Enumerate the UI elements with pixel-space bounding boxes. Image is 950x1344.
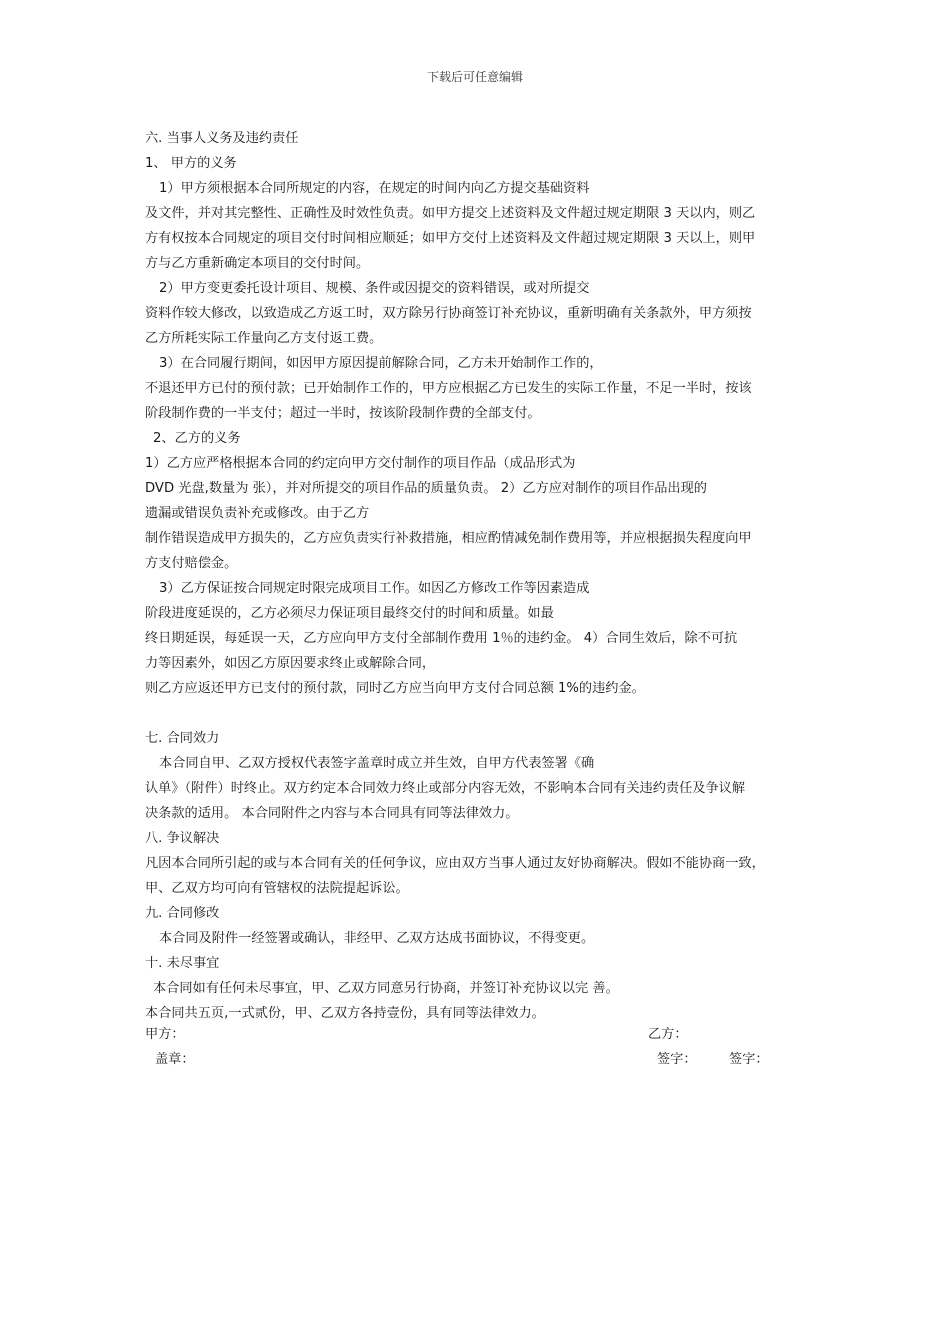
sign-label-1: 签字： (657, 1052, 697, 1067)
text-line: 六. 当事人义务及违约责任 (145, 131, 299, 146)
text-line: 则乙方应返还甲方已支付的预付款，同时乙方应当向甲方支付合同总额 1%的违约金。 (145, 681, 645, 696)
text-line: 遗漏或错误负责补充或修改。由于乙方 (145, 506, 370, 521)
party-a-label: 甲方： (145, 1027, 185, 1042)
signature-row-sign (145, 1047, 815, 1072)
text-line: 七. 合同效力 (145, 731, 220, 746)
text-line: 本合同如有任何未尽事宜，甲、乙双方同意另行协商，并签订补充协议以完 善。 (153, 981, 619, 996)
text-line: 2）甲方变更委托设计项目、规模、条件或因提交的资料错误，或对所提交 (159, 281, 590, 296)
text-line: 十. 未尽事宜 (145, 956, 220, 971)
contract-body (145, 126, 815, 1026)
text-line: 乙方所耗实际工作量向乙方支付返工费。 (145, 331, 383, 346)
text-line: 本合同共五页,一式贰份，甲、乙双方各持壹份，具有同等法律效力。 (145, 1006, 545, 1021)
text-line: 阶段制作费的一半支付；超过一半时，按该阶段制作费的全部支付。 (145, 406, 541, 421)
text-line: 3）乙方保证按合同规定时限完成项目工作。如因乙方修改工作等因素造成 (159, 581, 590, 596)
text-line: 2、乙方的义务 (153, 431, 241, 446)
text-line: 阶段进度延误的，乙方必须尽力保证项目最终交付的时间和质量。如最 (145, 606, 554, 621)
text-line: 方支付赔偿金。 (145, 556, 238, 571)
text-line: 不退还甲方已付的预付款；已开始制作工作的，甲方应根据乙方已发生的实际工作量，不足一半时，按该 (145, 381, 752, 396)
text-line: 1）乙方应严格根据本合同的约定向甲方交付制作的项目作品（成品形式为 (145, 456, 576, 471)
text-line: 1、 甲方的义务 (145, 156, 237, 171)
text-line: DVD 光盘,数量为 张），并对所提交的项目作品的质量负责。 2）乙方应对制作的项目作品出现的 (145, 481, 707, 496)
text-line: 3）在合同履行期间，如因甲方原因提前解除合同，乙方未开始制作工作的， (159, 356, 603, 371)
signature-block (145, 1022, 815, 1072)
text-line: 决条款的适用。 本合同附件之内容与本合同具有同等法律效力。 (145, 806, 519, 821)
party-b-label: 乙方： (648, 1027, 688, 1042)
sign-label-2: 签字： (729, 1052, 769, 1067)
text-line: 九. 合同修改 (145, 906, 220, 921)
text-line: 八. 争议解决 (145, 831, 220, 846)
blank-line (145, 701, 815, 726)
text-line: 及文件，并对其完整性、正确性及时效性负责。如甲方提交上述资料及文件超过规定期限 3 天以内，则乙 (145, 206, 756, 221)
seal-label: 盖章： (155, 1052, 195, 1067)
text-line: 本合同及附件一经签署或确认，非经甲、乙双方达成书面协议，不得变更。 (159, 931, 595, 946)
text-line: 本合同自甲、乙双方授权代表签字盖章时成立并生效，自甲方代表签署《确 (159, 756, 595, 771)
text-line: 力等因素外，如因乙方原因要求终止或解除合同， (145, 656, 436, 671)
page-header: 下载后可任意编辑 (426, 70, 523, 84)
text-line: 方与乙方重新确定本项目的交付时间。 (145, 256, 370, 271)
text-line: 资料作较大修改，以致造成乙方返工时，双方除另行协商签订补充协议，重新明确有关条款外，甲方须按 (145, 306, 752, 321)
text-line: 制作错误造成甲方损失的，乙方应负责实行补救措施，相应酌情减免制作费用等，并应根据损失程度向甲 (145, 531, 752, 546)
text-line: 认单》（附件）时终止。双方约定本合同效力终止或部分内容无效，不影响本合同有关违约责任及争议解 (145, 781, 746, 796)
signature-row-parties (145, 1022, 815, 1047)
text-line: 1）甲方须根据本合同所规定的内容，在规定的时间内向乙方提交基础资料 (159, 181, 590, 196)
text-line: 甲、乙双方均可向有管辖权的法院提起诉讼。 (145, 881, 409, 896)
text-line: 凡因本合同所引起的或与本合同有关的任何争议，应由双方当事人通过友好协商解决。假如不能协商一致， (145, 856, 765, 871)
text-line: 终日期延误，每延误一天，乙方应向甲方支付全部制作费用 1％的违约金。 4）合同生效后，除不可抗 (145, 631, 738, 646)
text-line: 方有权按本合同规定的项目交付时间相应顺延；如甲方交付上述资料及文件超过规定期限 3 天以上，则甲 (145, 231, 756, 246)
